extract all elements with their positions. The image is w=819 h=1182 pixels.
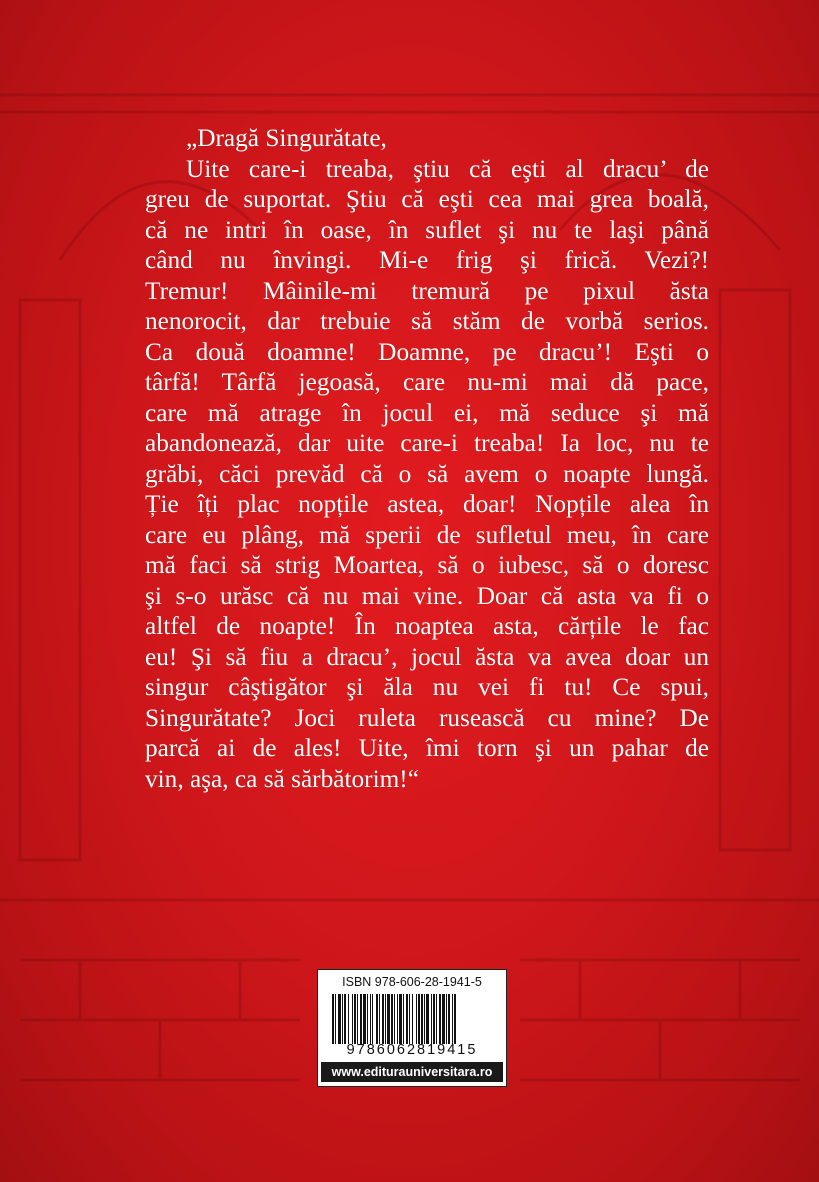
letter-line: Ție îți plac nopțile astea, doar! Nopțile alea în: [145, 490, 709, 518]
letter-line: Ca două doamne! Doamne, pe dracu’! Eşti o: [145, 337, 709, 366]
letter-line: eu! Şi să fiu a dracu’, jocul ăsta va avea doar un: [145, 642, 709, 671]
letter-line: greu de suportat. Ştiu că eşti cea mai grea boală,: [145, 185, 709, 213]
letter-line: mă faci să strig Moartea, să o iubesc, să o doresc: [145, 551, 709, 579]
letter-line: vin, aşa, ca să sărbătorim!“: [145, 764, 419, 793]
isbn-number: ISBN 978-606-28-1941-5: [342, 975, 482, 989]
letter-line: grăbi, căci prevăd că o să avem o noapte lungă.: [145, 459, 709, 488]
letter-line: parcă ai de ales! Uite, îmi torn şi un pahar de: [145, 734, 709, 762]
letter-line: abandonează, dar uite care-i treaba! Ia loc, nu te: [145, 429, 709, 457]
letter-line: care mă atrage în jocul ei, mă seduce şi mă: [145, 398, 709, 427]
letter-line: Tremur! Mâinile-mi tremură pe pixul ăsta: [145, 276, 709, 305]
letter-line: când nu învingi. Mi-e frig şi frică. Vezi?!: [145, 246, 709, 274]
letter-line: târfă! Târfă jegoasă, care nu-mi mai dă pace,: [145, 368, 709, 396]
letter-line: că ne intri în oase, în suflet şi nu te laşi până: [145, 215, 709, 244]
letter-text: [145, 123, 709, 794]
publisher-url: www.editurauniversitara.ro: [321, 1062, 503, 1082]
letter-line: singur câştigător şi ăla nu vei fi tu! Ce spui,: [145, 673, 709, 701]
letter-line: Uite care-i treaba, ştiu că eşti al dracu’ de: [186, 154, 709, 183]
letter-line: Singurătate? Joci ruleta rusească cu mine? De: [145, 703, 709, 732]
letter-line: nenorocit, dar trebuie să stăm de vorbă serios.: [145, 307, 709, 335]
barcode-icon: [332, 994, 498, 1044]
letter-line: care eu plâng, mă sperii de sufletul meu, în care: [145, 520, 709, 549]
letter-salutation: „Dragă Singurătate,: [186, 124, 387, 152]
barcode-digits: 9786062819415: [346, 1042, 478, 1058]
letter-line: altfel de noapte! În noaptea asta, cărțile le fac: [145, 612, 709, 640]
letter-line: şi s-o urăsc că nu mai vine. Doar că asta va fi o: [145, 581, 709, 610]
isbn-barcode-box: [317, 969, 507, 1087]
